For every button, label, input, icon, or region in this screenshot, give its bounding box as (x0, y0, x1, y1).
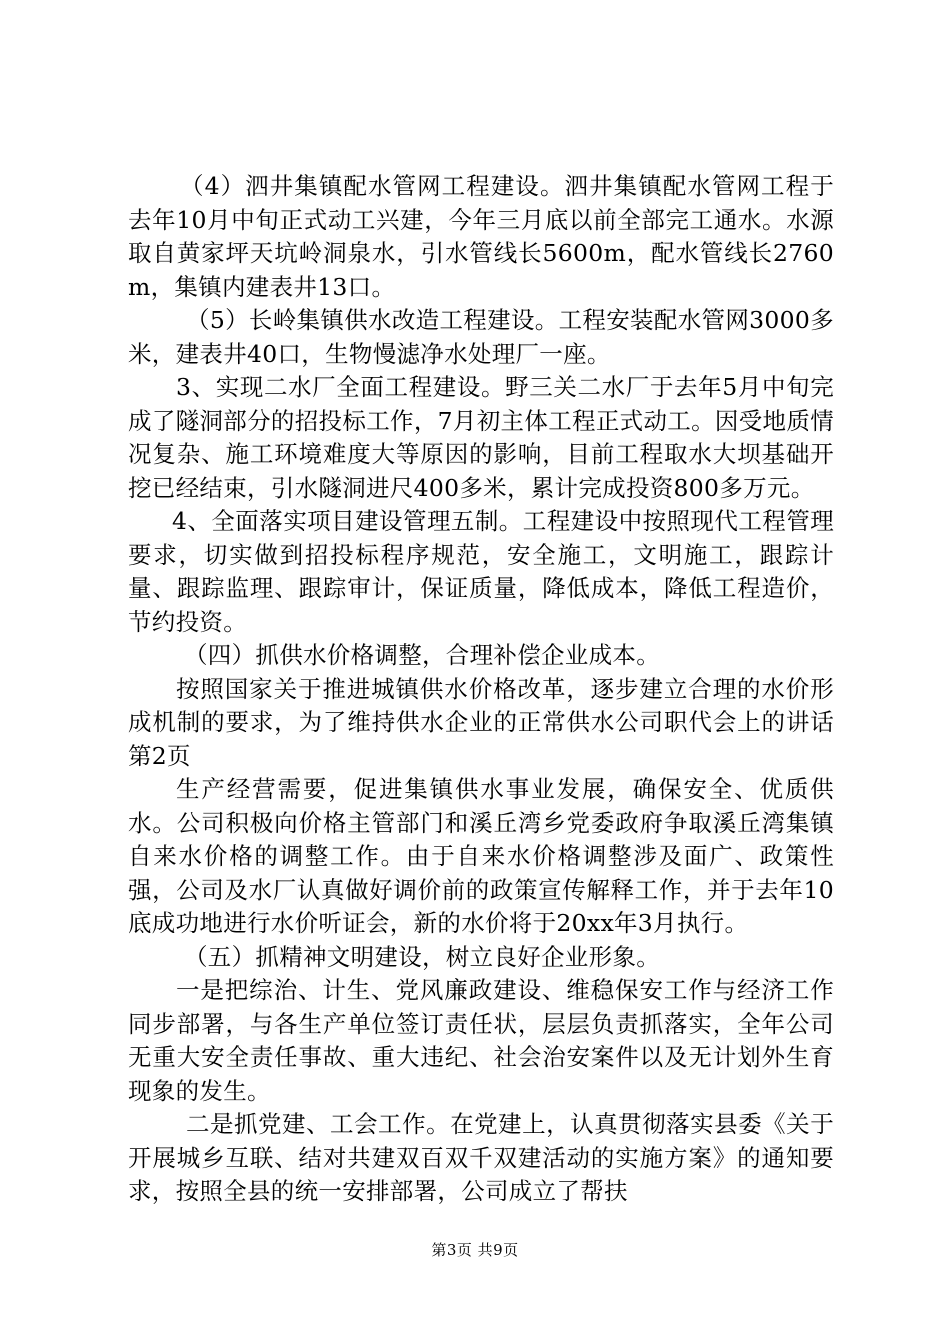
document-body (128, 170, 834, 1209)
page-footer: 第3页 共9页 (431, 1241, 519, 1259)
paragraph-price-adjustment: 生产经营需要，促进集镇供水事业发展，确保安全、优质供水。公司积极向价格主管部门和溪丘湾乡党委政府争取溪丘湾集镇自来水价格的调整工作。由于自来水价格调整涉及面广、政策性强，公司及水厂认真做好调价前的政策宣传解释工作，并于去年10底成功地进行水价听证会，新的水价将于20xx年3月执行。 (128, 775, 834, 937)
section-heading-water-price: （四）抓供水价格调整，合理补偿企业成本。 (184, 641, 660, 669)
paragraph-party-building: 二是抓党建、工会工作。在党建上，认真贯彻落实县委《关于开展城乡互联、结对共建双百双千双建活动的实施方案》的通知要求，按照全县的统一安排部署，公司成立了帮扶 (128, 1110, 834, 1205)
paragraph-changling-water-supply: （5）长岭集镇供水改造工程建设。工程安装配水管网3000多米，建表井40口，生物慢滤净水处理厂一座。 (128, 306, 834, 368)
paragraph-project-management: 4、全面落实项目建设管理五制。工程建设中按照现代工程管理要求，切实做到招投标程序规范，安全施工，文明施工，跟踪计量、跟踪监理、跟踪审计，保证质量，降低成本，降低工程造价，节约投资。 (128, 507, 834, 636)
paragraph-safety-work: 一是把综治、计生、党风廉政建设、维稳保安工作与经济工作同步部署，与各生产单位签订责任状，层层负责抓落实，全年公司无重大安全责任事故、重大违纪、社会治安案件以及无计划外生育现象的发生。 (128, 976, 834, 1105)
paragraph-second-water-plant: 3、实现二水厂全面工程建设。野三关二水厂于去年5月中旬完成了隧洞部分的招投标工作，7月初主体工程正式动工。因受地质情况复杂、施工环境难度大等原因的影响，目前工程取水大坝基础开挖已经结束，引水隧洞进尺400多米，累计完成投资800多万元。 (128, 373, 834, 502)
section-heading-civilization: （五）抓精神文明建设，树立良好企业形象。 (184, 942, 660, 971)
paragraph-price-reform: 按照国家关于推进城镇供水价格改革，逐步建立合理的水价形成机制的要求，为了维持供水企业的正常供水公司职代会上的讲话第2页 (128, 674, 834, 770)
paragraph-sijing-pipeline: （4）泗井集镇配水管网工程建设。泗井集镇配水管网工程于去年10月中旬正式动工兴建，今年三月底以前全部完工通水。水源取自黄家坪天坑岭洞泉水，引水管线长5600m，配水管线长2760m，集镇内建表井13口。 (128, 172, 834, 301)
